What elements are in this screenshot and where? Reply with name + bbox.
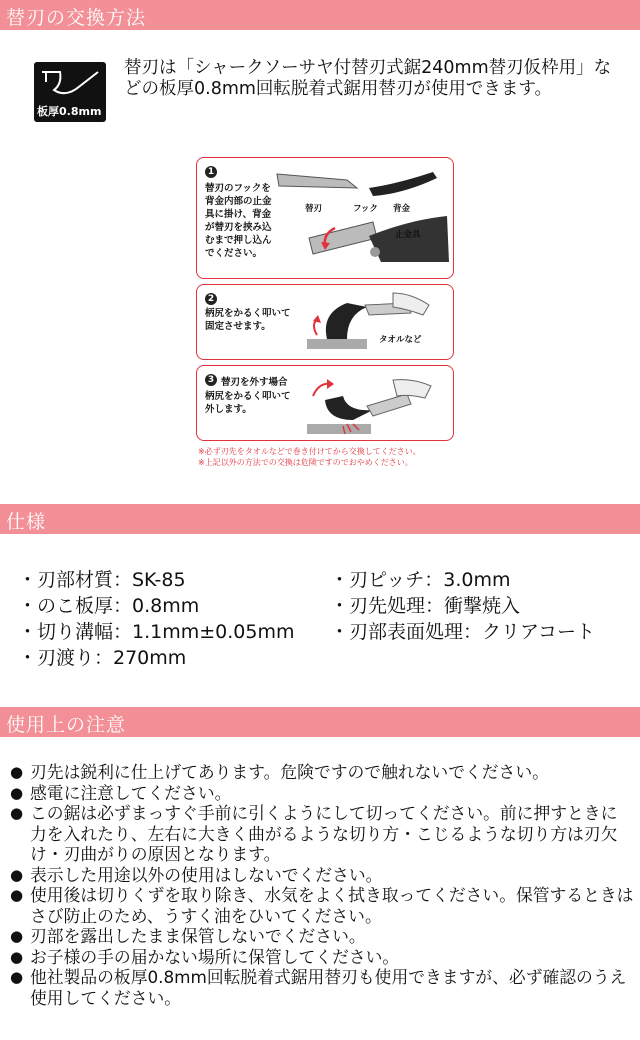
label-stopper: 止金具 [395,230,421,240]
bullet-icon: ● [10,947,24,966]
warning-note-2: ※上記以外の方法での交換は危険ですのでおやめください。 [198,458,413,467]
step-2-panel [196,284,454,360]
step-text-line: 柄尻をかるく叩いて [205,391,291,402]
step-number: 2 [205,293,217,305]
blade-thickness-badge [34,62,106,122]
step-number: 1 [205,166,217,178]
spec-item: ・刃ピッチ：3.0mm [330,569,511,591]
intro-text: 替刃は「シャークソーサヤ付替刃式鋸240mm替刃仮枠用」などの板厚0.8mm回転脱着式鋸用替刃が使用できます。 [124,58,612,99]
step-text-line: 固定させます。 [205,321,271,332]
spec-item: ・のこ板厚：0.8mm [18,595,200,617]
caution-item: ● お子様の手の届かない場所に保管してください。 [10,946,400,967]
step-text-line: 背金内部の止金 [205,196,272,207]
section-title: 使用上の注意 [6,714,127,736]
step-1-panel [196,157,454,279]
spec-item: ・刃渡り：270mm [18,647,187,669]
tap-handle-illustration [197,285,453,359]
caution-item: ● 他社製品の板厚0.8mm回転脱着式鋸用替刃も使用できますが、必ず確認のうえ使用してください。 [10,967,627,1008]
bullet-icon: ● [10,886,24,904]
bullet-icon: ● [10,763,24,781]
bullet-icon: ● [10,968,24,986]
label-towel: タオルなど [379,335,422,345]
step-text-line: 具に掛け、背金 [205,209,272,220]
label-blade: 替刃 [305,204,323,214]
bullet-icon: ● [10,783,24,802]
caution-item: ● 感電に注意してください。 [10,782,232,803]
step-text-line: むまで押し込ん [205,235,272,246]
remove-blade-illustration [197,366,453,440]
spec-item: ・刃部表面処理：クリアコート [330,621,596,643]
step-text-line: が替刃を挟み込 [205,222,272,233]
step-number: 3 [205,374,217,386]
caution-item: ● この鋸は必ずまっすぐ手前に引くようにして切ってください。前に押すときに力を入れたり、左右に大きく曲がるような切り方・こじるような切り方は刃欠け・刃曲がりの原因となります。 [10,803,618,864]
bullet-icon: ● [10,865,24,884]
caution-item: ● 使用後は切りくずを取り除き、水気をよく拭き取ってください。保管するときはさび防止のため、うすく油をひいてください。 [10,885,634,926]
spec-item: ・切り溝幅：1.1mm±0.05mm [18,621,295,643]
bullet-icon: ● [10,804,24,822]
step-3-title: 替刃を外す場合 [221,377,288,388]
step-text-line: 柄尻をかるく叩いて [205,308,291,319]
blade-profile-icon [40,68,100,104]
step-text-line: でください。 [205,248,263,259]
section-header-spec [0,504,640,534]
caution-item: ● 刃先は鋭利に仕上げてあります。危険ですので触れないでください。 [10,762,549,782]
label-back: 背金 [393,204,411,214]
step-3-panel [196,365,454,441]
caution-item: ● 表示した用途以外の使用はしないでください。 [10,864,383,885]
bullet-icon: ● [10,927,24,945]
spec-item: ・刃先処理：衝撃焼入 [330,595,521,617]
saw-blade-hook-illustration [197,158,453,278]
spec-item: ・刃部材質：SK-85 [18,569,186,591]
step-text-line: 替刃のフックを [205,183,271,194]
badge-label: 板厚0.8mm [37,105,102,118]
caution-list [10,762,634,1008]
label-hook: フック [353,204,378,214]
warning-note-1: ※必ず刃先をタオルなどで巻き付けてから交換してください。 [198,447,421,456]
section-header-caution [0,707,640,737]
section-title: 替刃の交換方法 [6,7,147,29]
section-title: 仕様 [6,511,47,533]
step-text-line: 外します。 [205,404,252,415]
section-header-replace [0,0,640,30]
caution-item: ● 刃部を露出したまま保管しないでください。 [10,926,366,946]
